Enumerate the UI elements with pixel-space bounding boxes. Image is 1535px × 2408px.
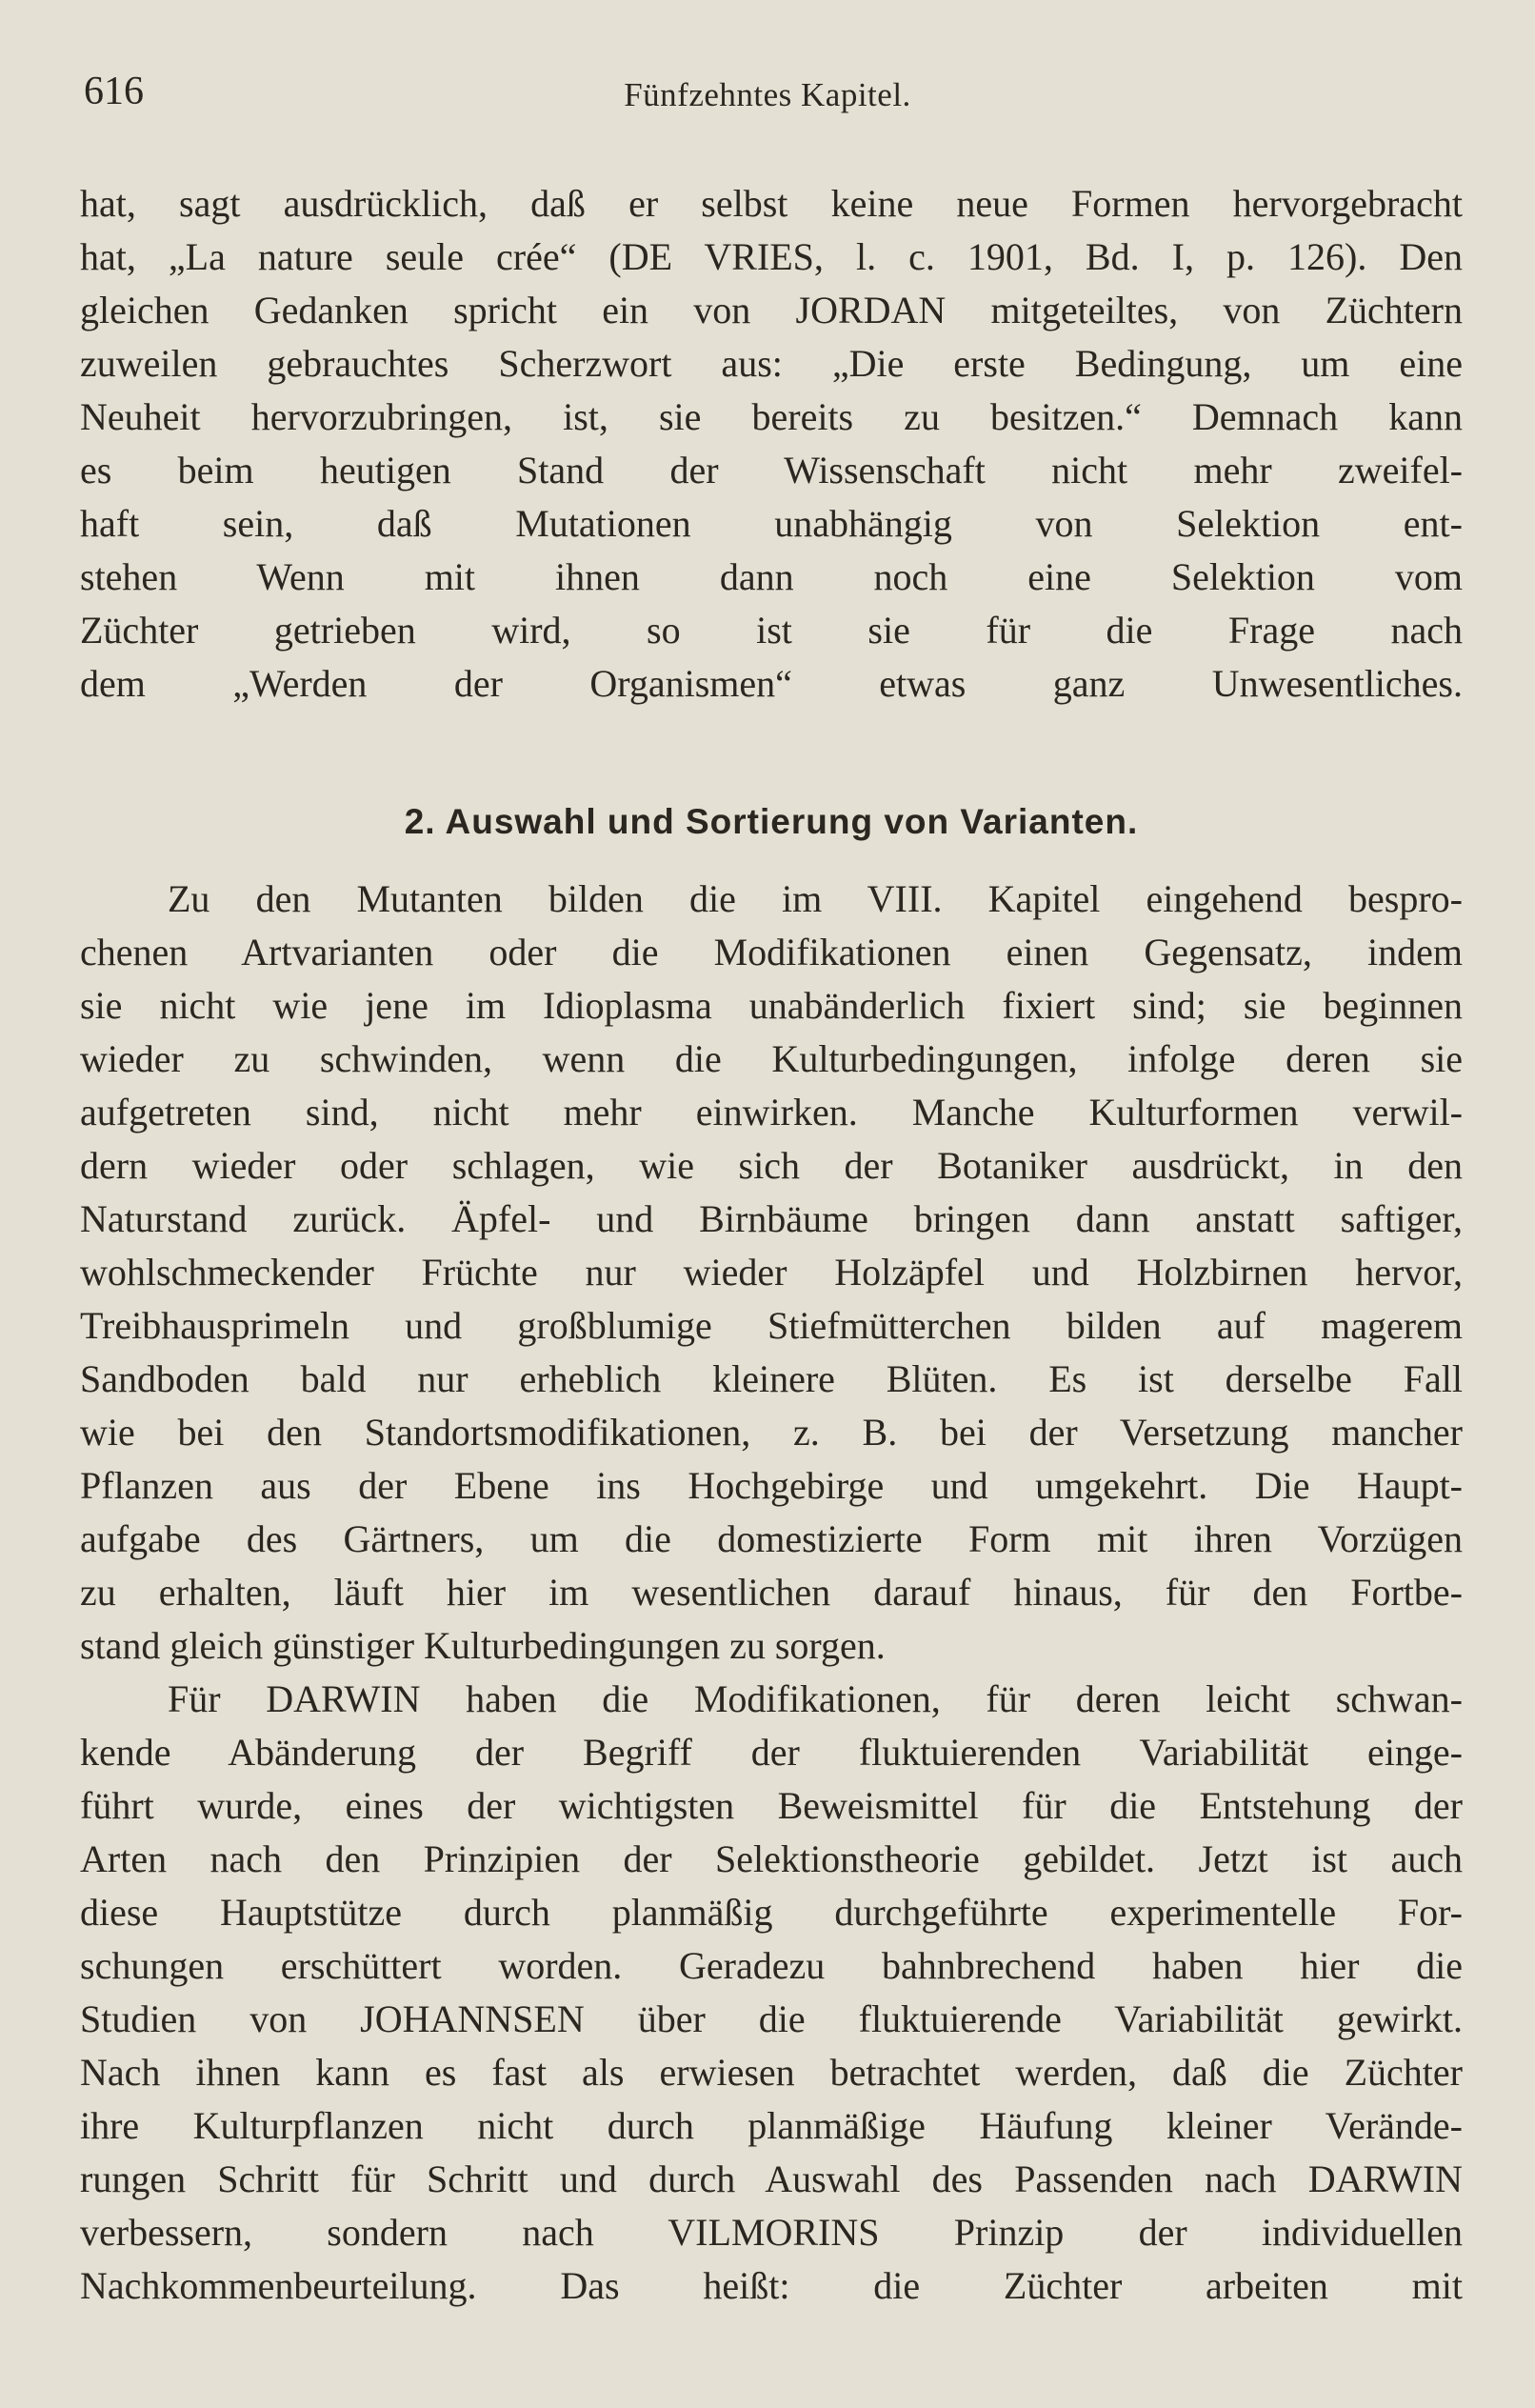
text-line: sie nicht wie jene im Idioplasma unabänderlich fixiert sind; sie beginnen [80,984,1463,1027]
text-line: rungen Schritt für Schritt und durch Auswahl des Passenden nach DARWIN [80,2157,1463,2200]
text-line: ihre Kulturpflanzen nicht durch planmäßige Häufung kleiner Verände- [80,2104,1463,2147]
text-line: hat, sagt ausdrücklich, daß er selbst keine neue Formen hervorgebracht [80,182,1463,225]
section-heading: 2. Auswahl und Sortierung von Varianten. [404,802,1139,841]
text-line: Neuheit hervorzubringen, ist, sie bereits zu besitzen.“ Demnach kann [80,395,1463,438]
text-line: Pflanzen aus der Ebene ins Hochgebirge und umgekehrt. Die Haupt- [80,1464,1463,1507]
text-line: Naturstand zurück. Äpfel- und Birnbäume bringen dann anstatt saftiger, [80,1197,1463,1240]
text-line: wohlschmeckender Früchte nur wieder Holzäpfel und Holzbirnen hervor, [80,1251,1463,1294]
text-line: Züchter getrieben wird, so ist sie für die Frage nach [80,609,1463,652]
text-line: Arten nach den Prinzipien der Selektionstheorie gebildet. Jetzt ist auch [80,1837,1463,1880]
text-line: haft sein, daß Mutationen unabhängig von Selektion ent- [80,502,1463,545]
text-line: aufgetreten sind, nicht mehr einwirken. Manche Kulturformen verwil- [80,1091,1463,1134]
text-line: kende Abänderung der Begriff der fluktuierenden Variabilität einge- [80,1731,1463,1774]
text-line: Studien von JOHANNSEN über die fluktuierende Variabilität gewirkt. [80,1997,1463,2040]
text-line: es beim heutigen Stand der Wissenschaft nicht mehr zweifel- [80,449,1463,492]
section-body [80,873,1463,2313]
text-line: Zu den Mutanten bilden die im VIII. Kapitel eingehend bespro- [168,877,1463,920]
text-line: gleichen Gedanken spricht ein von JORDAN mitgeteiltes, von Züchtern [80,289,1463,331]
page-number: 616 [84,70,144,113]
paragraph-continuation [80,177,1463,711]
text-line: Treibhausprimeln und großblumige Stiefmütterchen bilden auf magerem [80,1304,1463,1347]
text-line: Sandboden bald nur erheblich kleinere Blüten. Es ist derselbe Fall [80,1357,1463,1400]
text-line: wie bei den Standortsmodifikationen, z. B. bei der Versetzung mancher [80,1411,1463,1454]
text-line: dern wieder oder schlagen, wie sich der Botaniker ausdrückt, in den [80,1144,1463,1187]
text-line: aufgabe des Gärtners, um die domestizierte Form mit ihren Vorzügen [80,1517,1463,1560]
text-line: wieder zu schwinden, wenn die Kulturbedingungen, infolge deren sie [80,1037,1463,1080]
text-line: chenen Artvarianten oder die Modifikationen einen Gegensatz, indem [80,931,1463,973]
text-line: hat, „La nature seule crée“ (DE VRIES, l. c. 1901, Bd. I, p. 126). Den [80,235,1463,278]
text-line: verbessern, sondern nach VILMORINS Prinzip der individuellen [80,2211,1463,2254]
text-line: zuweilen gebrauchtes Scherzwort aus: „Die erste Bedingung, um eine [80,342,1463,385]
text-line: führt wurde, eines der wichtigsten Beweismittel für die Entstehung der [80,1784,1463,1827]
running-head: Fünfzehntes Kapitel. [624,76,911,113]
text-line: Nachkommenbeurteilung. Das heißt: die Züchter arbeiten mit [80,2264,1463,2307]
text-line: stehen Wenn mit ihnen dann noch eine Selektion vom [80,555,1463,598]
text-line: dem „Werden der Organismen“ etwas ganz Unwesentliches. [80,662,1463,705]
text-line: zu erhalten, läuft hier im wesentlichen darauf hinaus, für den Fortbe- [80,1571,1463,1614]
text-line: schungen erschüttert worden. Geradezu bahnbrechend haben hier die [80,1944,1463,1987]
text-line: diese Hauptstütze durch planmäßig durchgeführte experimentelle For- [80,1891,1463,1934]
text-line: Für DARWIN haben die Modifikationen, für deren leicht schwan- [168,1677,1463,1720]
text-line: stand gleich günstiger Kulturbedingungen zu sorgen. [80,1624,886,1667]
page-header [84,69,1451,122]
text-line: Nach ihnen kann es fast als erwiesen betrachtet werden, daß die Züchter [80,2051,1463,2094]
